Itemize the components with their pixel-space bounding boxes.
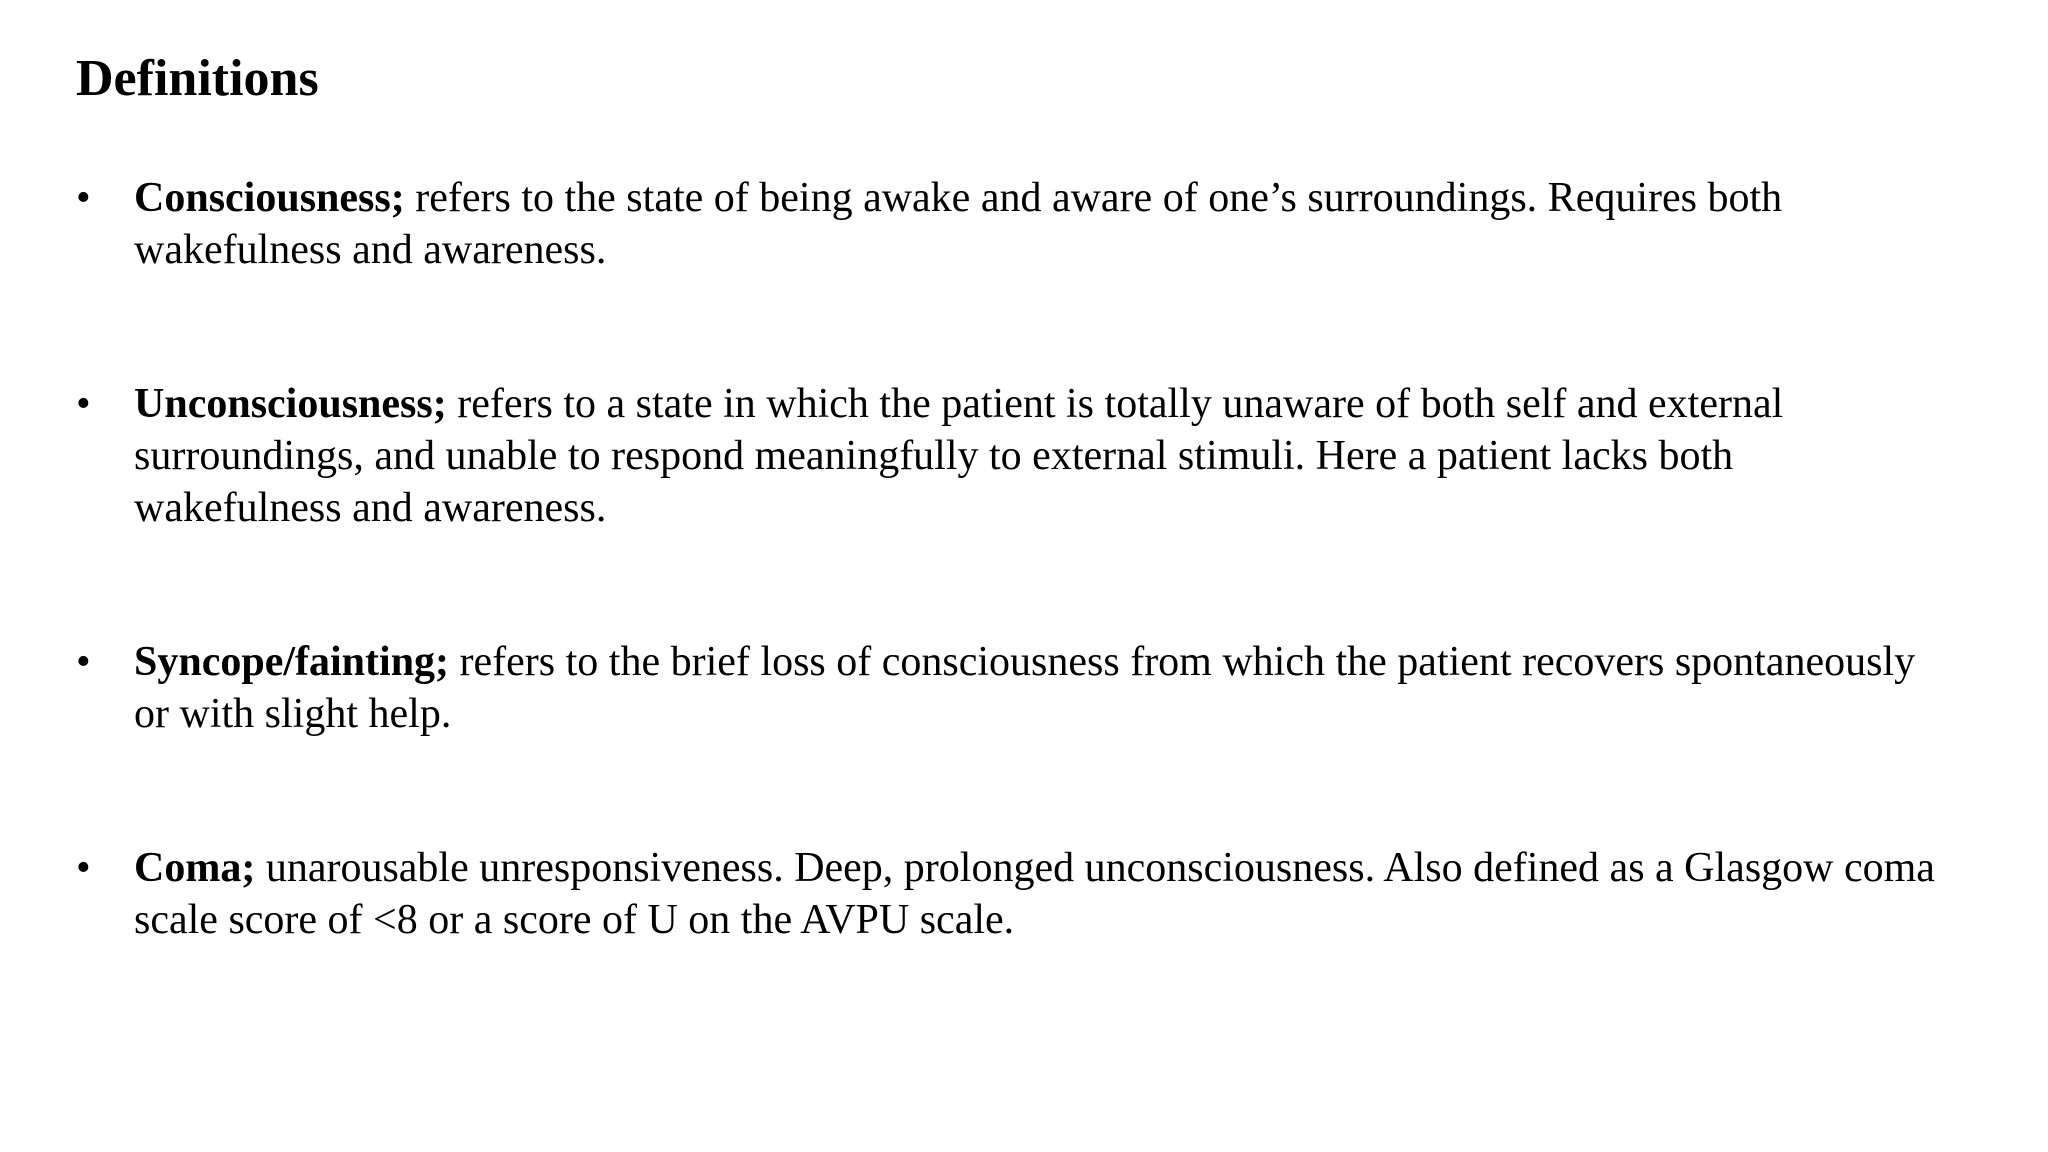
bullet-icon: • [76, 639, 91, 685]
definition-text [134, 842, 1936, 946]
definition-term: Unconsciousness; [134, 381, 447, 427]
bullet-icon: • [76, 175, 91, 221]
definition-item-coma [76, 842, 1936, 946]
definition-text [134, 378, 1936, 534]
definition-item-syncope [76, 636, 1936, 740]
definition-body: unarousable unresponsiveness. Deep, prolonged unconsciousness. Also defined as a Glasgow coma scale score of <8 or a score of U on the AVPU scale. [134, 845, 1935, 943]
definition-text [134, 172, 1936, 276]
definition-term: Syncope/fainting; [134, 639, 450, 685]
bullet-icon: • [76, 381, 91, 427]
definition-term: Consciousness; [134, 175, 405, 221]
definition-body: refers to the state of being awake and aware of one’s surroundings. Requires both wakefulness and awareness. [134, 175, 1783, 273]
definition-body: refers to the brief loss of consciousness from which the patient recovers spontaneously or with slight help. [134, 639, 1916, 737]
definition-item-consciousness [76, 172, 1936, 276]
definition-item-unconsciousness [76, 378, 1936, 534]
definition-text [134, 636, 1936, 740]
slide-title: Definitions [76, 50, 319, 107]
definition-body: refers to a state in which the patient is totally unaware of both self and external surroundings, and unable to respond meaningfully to external stimuli. Here a patient lacks both wakefulness and awareness. [134, 381, 1784, 531]
definition-term: Coma; [134, 845, 256, 891]
bullet-icon: • [76, 845, 91, 891]
